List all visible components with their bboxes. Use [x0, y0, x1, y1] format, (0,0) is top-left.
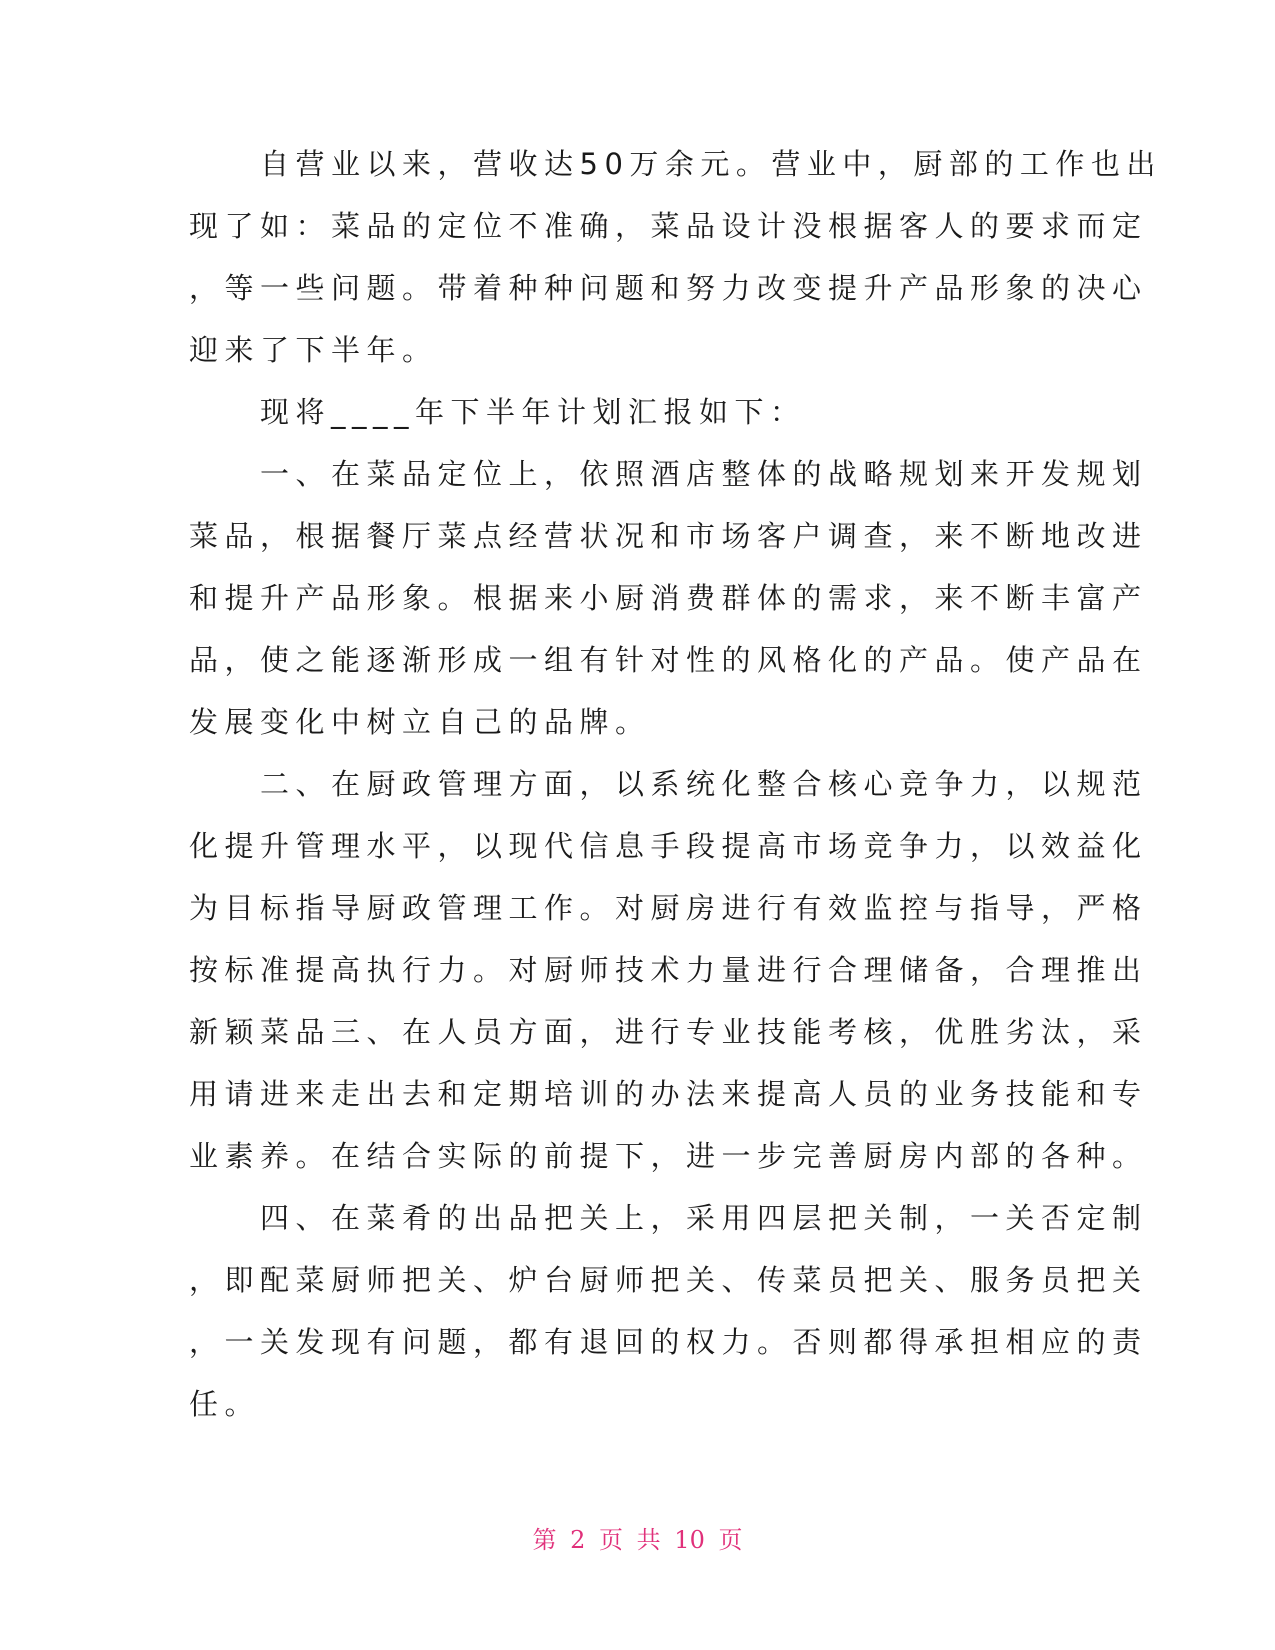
text-line: 用请进来走出去和定期培训的办法来提高人员的业务技能和专 [189, 1077, 1148, 1111]
text-line: ，一关发现有问题，都有退回的权力。否则都得承担相应的责 [189, 1325, 1148, 1359]
text-line: 新颖菜品三、在人员方面，进行专业技能考核，优胜劣汰，采 [189, 1015, 1148, 1049]
text-line: 品，使之能逐渐形成一组有针对性的风格化的产品。使产品在 [189, 643, 1148, 677]
text-line: 为目标指导厨政管理工作。对厨房进行有效监控与指导，严格 [189, 891, 1148, 925]
text-line: 迎来了下半年。 [189, 333, 438, 367]
text-line: 按标准提高执行力。对厨师技术力量进行合理储备，合理推出 [189, 953, 1148, 987]
text-line: 四、在菜肴的出品把关上，采用四层把关制，一关否定制 [189, 1201, 1148, 1235]
text-line: 菜品，根据餐厅菜点经营状况和市场客户调查，来不断地改进 [189, 519, 1148, 553]
text-line: 现了如：菜品的定位不准确，菜品设计没根据客人的要求而定 [189, 209, 1148, 243]
text-line: 和提升产品形象。根据来小厨消费群体的需求，来不断丰富产 [189, 581, 1148, 615]
text-line: 化提升管理水平，以现代信息手段提高市场竞争力，以效益化 [189, 829, 1148, 863]
text-line: 发展变化中树立自己的品牌。 [189, 705, 651, 739]
text-line: 任。 [189, 1387, 261, 1421]
text-line: ，即配菜厨师把关、炉台厨师把关、传菜员把关、服务员把关 [189, 1263, 1148, 1297]
text-line: 一、在菜品定位上，依照酒店整体的战略规划来开发规划 [189, 457, 1148, 491]
page-number-footer: 第 2 页 共 10 页 [532, 1526, 743, 1554]
text-line: 业素养。在结合实际的前提下，进一步完善厨房内部的各种。 [189, 1139, 1148, 1173]
text-line: 现将____年下半年计划汇报如下： [189, 395, 806, 429]
text-line: 自营业以来，营收达50万余元。营业中，厨部的工作也出 [189, 147, 1162, 181]
text-line: 二、在厨政管理方面，以系统化整合核心竞争力，以规范 [189, 767, 1148, 801]
text-line: ，等一些问题。带着种种问题和努力改变提升产品形象的决心 [189, 271, 1148, 305]
